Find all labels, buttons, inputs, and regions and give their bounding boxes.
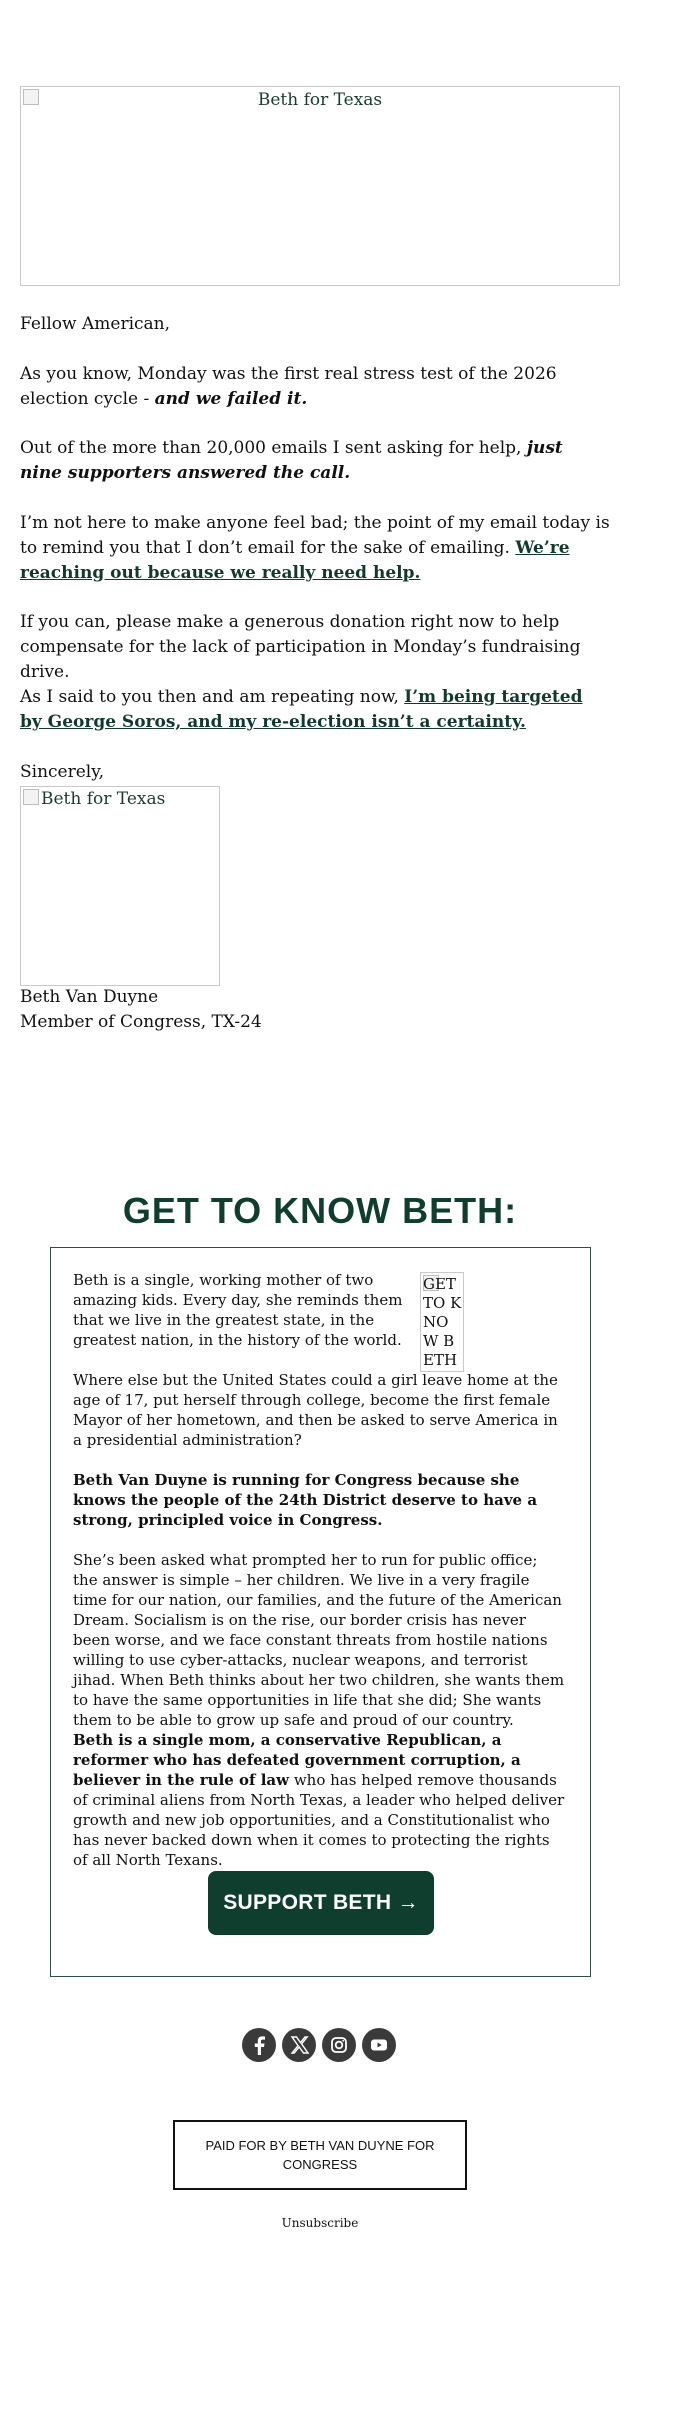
broken-image-icon: [23, 89, 39, 105]
youtube-icon[interactable]: [362, 2028, 396, 2062]
letter-paragraph-5: [20, 685, 610, 735]
bio-paragraph-5-bold: Beth is a single mom, a conservative Republican, a reformer who has defeated government corruption, a believer in the rule of law: [73, 1731, 521, 1789]
get-to-know-title: GET TO KNOW BETH:: [122, 1190, 518, 1231]
bio-paragraph-5-rest: who has helped remove thousands of criminal aliens from North Texas, a leader who helped deliver growth and new job opportunities, and a Constitutionalist who has never backed down when it comes to protecting the rights of all North Texans.: [73, 1771, 565, 1869]
bio-photo: [420, 1272, 464, 1372]
p5-text: As I said to you then and am repeating now,: [20, 687, 405, 707]
bio-paragraph-5: [73, 1730, 565, 1870]
signature-image-alt: Beth for Texas: [41, 789, 166, 809]
letter-paragraph-3: [20, 511, 610, 586]
targeted-link[interactable]: I’m being targeted by George Soros, and my re-election isn’t a certainty.: [20, 687, 583, 732]
letter-greeting: Fellow American,: [20, 314, 171, 334]
letter-paragraph-4: If you can, please make a generous donation right now to help compensate for the lack of participation in Monday’s fundraising drive.: [20, 612, 581, 682]
need-help-link[interactable]: We’re reaching out because we really need help.: [20, 538, 570, 583]
broken-image-icon: [23, 789, 39, 805]
p2-emphasis: just nine supporters answered the call.: [20, 438, 563, 483]
p1-text: As you know, Monday was the first real stress test of the 2026 election cycle -: [20, 364, 557, 409]
instagram-icon[interactable]: [322, 2028, 356, 2062]
unsubscribe-link[interactable]: Unsubscribe: [281, 2216, 359, 2230]
facebook-icon[interactable]: [242, 2028, 276, 2062]
p1-emphasis: and we failed it.: [154, 389, 308, 409]
p2-text: Out of the more than 20,000 emails I sent asking for help,: [20, 438, 527, 458]
bio-photo-alt: GET TO KNOW BETH: [423, 1275, 462, 1369]
social-links: [242, 2028, 398, 2062]
signature-image: [20, 786, 220, 986]
bio-paragraph-1: Beth is a single, working mother of two amazing kids. Every day, she reminds them that we live in the greatest state, in the greatest nation, in the history of the world.: [73, 1271, 403, 1349]
signer-title: Member of Congress, TX-24: [20, 1012, 262, 1032]
letter-closing: Sincerely,: [20, 762, 104, 782]
bio-paragraph-4: She’s been asked what prompted her to run for public office; the answer is simple – her children. We live in a very fragile time for our nation, our families, and the future of the American Dream. Socialism is on the rise, our border crisis has never been worse, and we face constant threats from hostile nations willing to use cyber-attacks, nuclear weapons, and terrorist jihad. When Beth thinks about her two children, she wants them to have the same opportunities in life that she did; She wants them to be able to grow up safe and proud of our country.: [73, 1551, 565, 1729]
support-beth-button[interactable]: SUPPORT BETH →: [208, 1871, 434, 1935]
bio-paragraph-3-text: Beth Van Duyne is running for Congress because she knows the people of the 24th District deserve to have a strong, principled voice in Congress.: [73, 1471, 538, 1529]
bio-box: [50, 1247, 591, 1977]
bio-paragraph-2: Where else but the United States could a girl leave home at the age of 17, put herself through college, become the first female Mayor of her hometown, and then be asked to serve America in a presidential administration?: [73, 1371, 558, 1449]
p3-text: I’m not here to make anyone feel bad; the point of my email today is to remind you that I don’t email for the sake of emailing.: [20, 513, 610, 558]
hero-image: [20, 86, 620, 286]
hero-image-alt: Beth for Texas: [257, 90, 383, 110]
x-icon[interactable]: [282, 2028, 316, 2062]
signer-name: Beth Van Duyne: [20, 987, 159, 1007]
bio-paragraph-3: [73, 1470, 565, 1530]
letter-paragraph-2: [20, 436, 610, 486]
paid-for-disclaimer: PAID FOR BY BETH VAN DUYNE FOR CONGRESS: [173, 2120, 467, 2190]
letter-paragraph-1: [20, 362, 610, 412]
